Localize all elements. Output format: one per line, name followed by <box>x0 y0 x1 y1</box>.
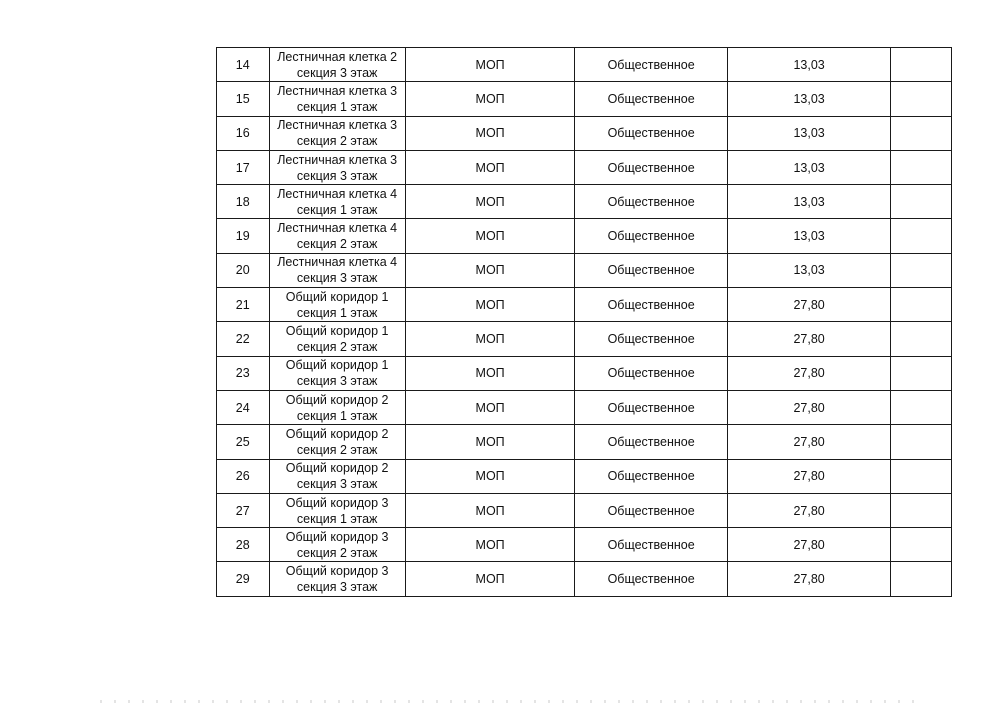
room-name-line-2: секция 1 этаж <box>296 305 378 320</box>
table-row <box>217 459 952 493</box>
room-name-line-2: секция 2 этаж <box>296 442 378 457</box>
row-number: 29 <box>217 562 270 596</box>
extra-cell <box>891 48 952 82</box>
room-category: Общественное <box>575 528 727 562</box>
scan-noise <box>100 700 920 703</box>
room-name <box>269 390 405 424</box>
room-category: Общественное <box>575 288 727 322</box>
room-category: Общественное <box>575 322 727 356</box>
table-row <box>217 219 952 253</box>
room-area: 27,80 <box>727 356 891 390</box>
room-area: 27,80 <box>727 322 891 356</box>
room-type: МОП <box>405 459 575 493</box>
row-number: 28 <box>217 528 270 562</box>
room-name-line-1: Лестничная клетка 4 <box>277 221 398 236</box>
extra-cell <box>891 82 952 116</box>
room-category: Общественное <box>575 425 727 459</box>
table-row <box>217 322 952 356</box>
row-number: 27 <box>217 493 270 527</box>
room-category: Общественное <box>575 356 727 390</box>
extra-cell <box>891 356 952 390</box>
room-name <box>269 48 405 82</box>
room-name-line-2: секция 1 этаж <box>296 99 378 114</box>
row-number: 18 <box>217 185 270 219</box>
room-name <box>269 253 405 287</box>
room-area: 13,03 <box>727 185 891 219</box>
table-row <box>217 116 952 150</box>
room-name-line-2: секция 2 этаж <box>296 545 378 560</box>
premises-table <box>216 47 952 597</box>
row-number: 25 <box>217 425 270 459</box>
room-area: 13,03 <box>727 150 891 184</box>
extra-cell <box>891 528 952 562</box>
room-name-line-2: секция 1 этаж <box>296 202 378 217</box>
extra-cell <box>891 219 952 253</box>
table-row <box>217 253 952 287</box>
room-area: 27,80 <box>727 493 891 527</box>
room-category: Общественное <box>575 219 727 253</box>
extra-cell <box>891 253 952 287</box>
room-name-line-1: Общий коридор 2 <box>285 392 389 407</box>
room-area: 13,03 <box>727 219 891 253</box>
row-number: 20 <box>217 253 270 287</box>
room-area: 27,80 <box>727 288 891 322</box>
room-name <box>269 288 405 322</box>
room-name-line-1: Общий коридор 2 <box>285 426 389 441</box>
room-name <box>269 493 405 527</box>
room-name-line-1: Общий коридор 1 <box>285 358 389 373</box>
room-area: 13,03 <box>727 48 891 82</box>
room-area: 27,80 <box>727 528 891 562</box>
room-name-line-1: Общий коридор 1 <box>285 289 389 304</box>
room-name-line-2: секция 3 этаж <box>296 477 378 492</box>
room-name <box>269 425 405 459</box>
room-type: МОП <box>405 562 575 596</box>
room-type: МОП <box>405 425 575 459</box>
room-type: МОП <box>405 116 575 150</box>
table-row <box>217 528 952 562</box>
room-name-line-1: Лестничная клетка 4 <box>277 255 398 270</box>
room-area: 27,80 <box>727 425 891 459</box>
room-category: Общественное <box>575 185 727 219</box>
room-name-line-2: секция 3 этаж <box>296 271 378 286</box>
row-number: 16 <box>217 116 270 150</box>
room-type: МОП <box>405 219 575 253</box>
room-name-line-1: Общий коридор 3 <box>285 495 389 510</box>
table-body <box>217 48 952 597</box>
table-row <box>217 425 952 459</box>
room-type: МОП <box>405 356 575 390</box>
room-category: Общественное <box>575 82 727 116</box>
room-name <box>269 116 405 150</box>
room-area: 27,80 <box>727 390 891 424</box>
extra-cell <box>891 116 952 150</box>
room-name-line-1: Общий коридор 3 <box>285 564 389 579</box>
room-name-line-1: Лестничная клетка 3 <box>277 118 398 133</box>
room-name-line-2: секция 2 этаж <box>296 340 378 355</box>
room-name <box>269 459 405 493</box>
room-area: 27,80 <box>727 562 891 596</box>
extra-cell <box>891 322 952 356</box>
room-name <box>269 528 405 562</box>
row-number: 19 <box>217 219 270 253</box>
table-row <box>217 150 952 184</box>
room-type: МОП <box>405 185 575 219</box>
room-name-line-1: Общий коридор 2 <box>285 461 389 476</box>
room-name <box>269 356 405 390</box>
room-area: 27,80 <box>727 459 891 493</box>
room-name-line-2: секция 3 этаж <box>296 374 378 389</box>
table-row <box>217 390 952 424</box>
row-number: 24 <box>217 390 270 424</box>
room-name <box>269 219 405 253</box>
room-name <box>269 322 405 356</box>
extra-cell <box>891 562 952 596</box>
room-name <box>269 150 405 184</box>
room-name-line-1: Общий коридор 1 <box>285 324 389 339</box>
room-name-line-2: секция 2 этаж <box>296 237 378 252</box>
extra-cell <box>891 493 952 527</box>
room-name-line-1: Лестничная клетка 4 <box>277 186 398 201</box>
room-type: МОП <box>405 322 575 356</box>
row-number: 26 <box>217 459 270 493</box>
room-area: 13,03 <box>727 253 891 287</box>
room-category: Общественное <box>575 390 727 424</box>
room-name <box>269 562 405 596</box>
room-name-line-2: секция 2 этаж <box>296 134 378 149</box>
room-name-line-1: Лестничная клетка 3 <box>277 152 398 167</box>
row-number: 21 <box>217 288 270 322</box>
extra-cell <box>891 425 952 459</box>
room-category: Общественное <box>575 116 727 150</box>
extra-cell <box>891 185 952 219</box>
room-category: Общественное <box>575 150 727 184</box>
room-name-line-1: Лестничная клетка 2 <box>277 49 398 64</box>
extra-cell <box>891 150 952 184</box>
room-name-line-2: секция 3 этаж <box>296 580 378 595</box>
room-name <box>269 82 405 116</box>
row-number: 17 <box>217 150 270 184</box>
room-name <box>269 185 405 219</box>
table-row <box>217 185 952 219</box>
room-type: МОП <box>405 253 575 287</box>
table-row <box>217 356 952 390</box>
table-row <box>217 562 952 596</box>
room-category: Общественное <box>575 48 727 82</box>
room-name-line-1: Общий коридор 3 <box>285 529 389 544</box>
row-number: 22 <box>217 322 270 356</box>
room-type: МОП <box>405 48 575 82</box>
room-name-line-2: секция 1 этаж <box>296 511 378 526</box>
room-name-line-2: секция 3 этаж <box>296 65 378 80</box>
room-type: МОП <box>405 390 575 424</box>
extra-cell <box>891 390 952 424</box>
room-category: Общественное <box>575 493 727 527</box>
room-category: Общественное <box>575 459 727 493</box>
row-number: 15 <box>217 82 270 116</box>
table-row <box>217 288 952 322</box>
room-area: 13,03 <box>727 116 891 150</box>
room-type: МОП <box>405 528 575 562</box>
room-name-line-2: секция 3 этаж <box>296 168 378 183</box>
table-row <box>217 48 952 82</box>
table-row <box>217 493 952 527</box>
room-category: Общественное <box>575 253 727 287</box>
room-type: МОП <box>405 493 575 527</box>
room-type: МОП <box>405 82 575 116</box>
room-category: Общественное <box>575 562 727 596</box>
room-name-line-2: секция 1 этаж <box>296 408 378 423</box>
room-type: МОП <box>405 150 575 184</box>
table-row <box>217 82 952 116</box>
row-number: 14 <box>217 48 270 82</box>
room-name-line-1: Лестничная клетка 3 <box>277 83 398 98</box>
room-area: 13,03 <box>727 82 891 116</box>
extra-cell <box>891 459 952 493</box>
room-type: МОП <box>405 288 575 322</box>
extra-cell <box>891 288 952 322</box>
row-number: 23 <box>217 356 270 390</box>
